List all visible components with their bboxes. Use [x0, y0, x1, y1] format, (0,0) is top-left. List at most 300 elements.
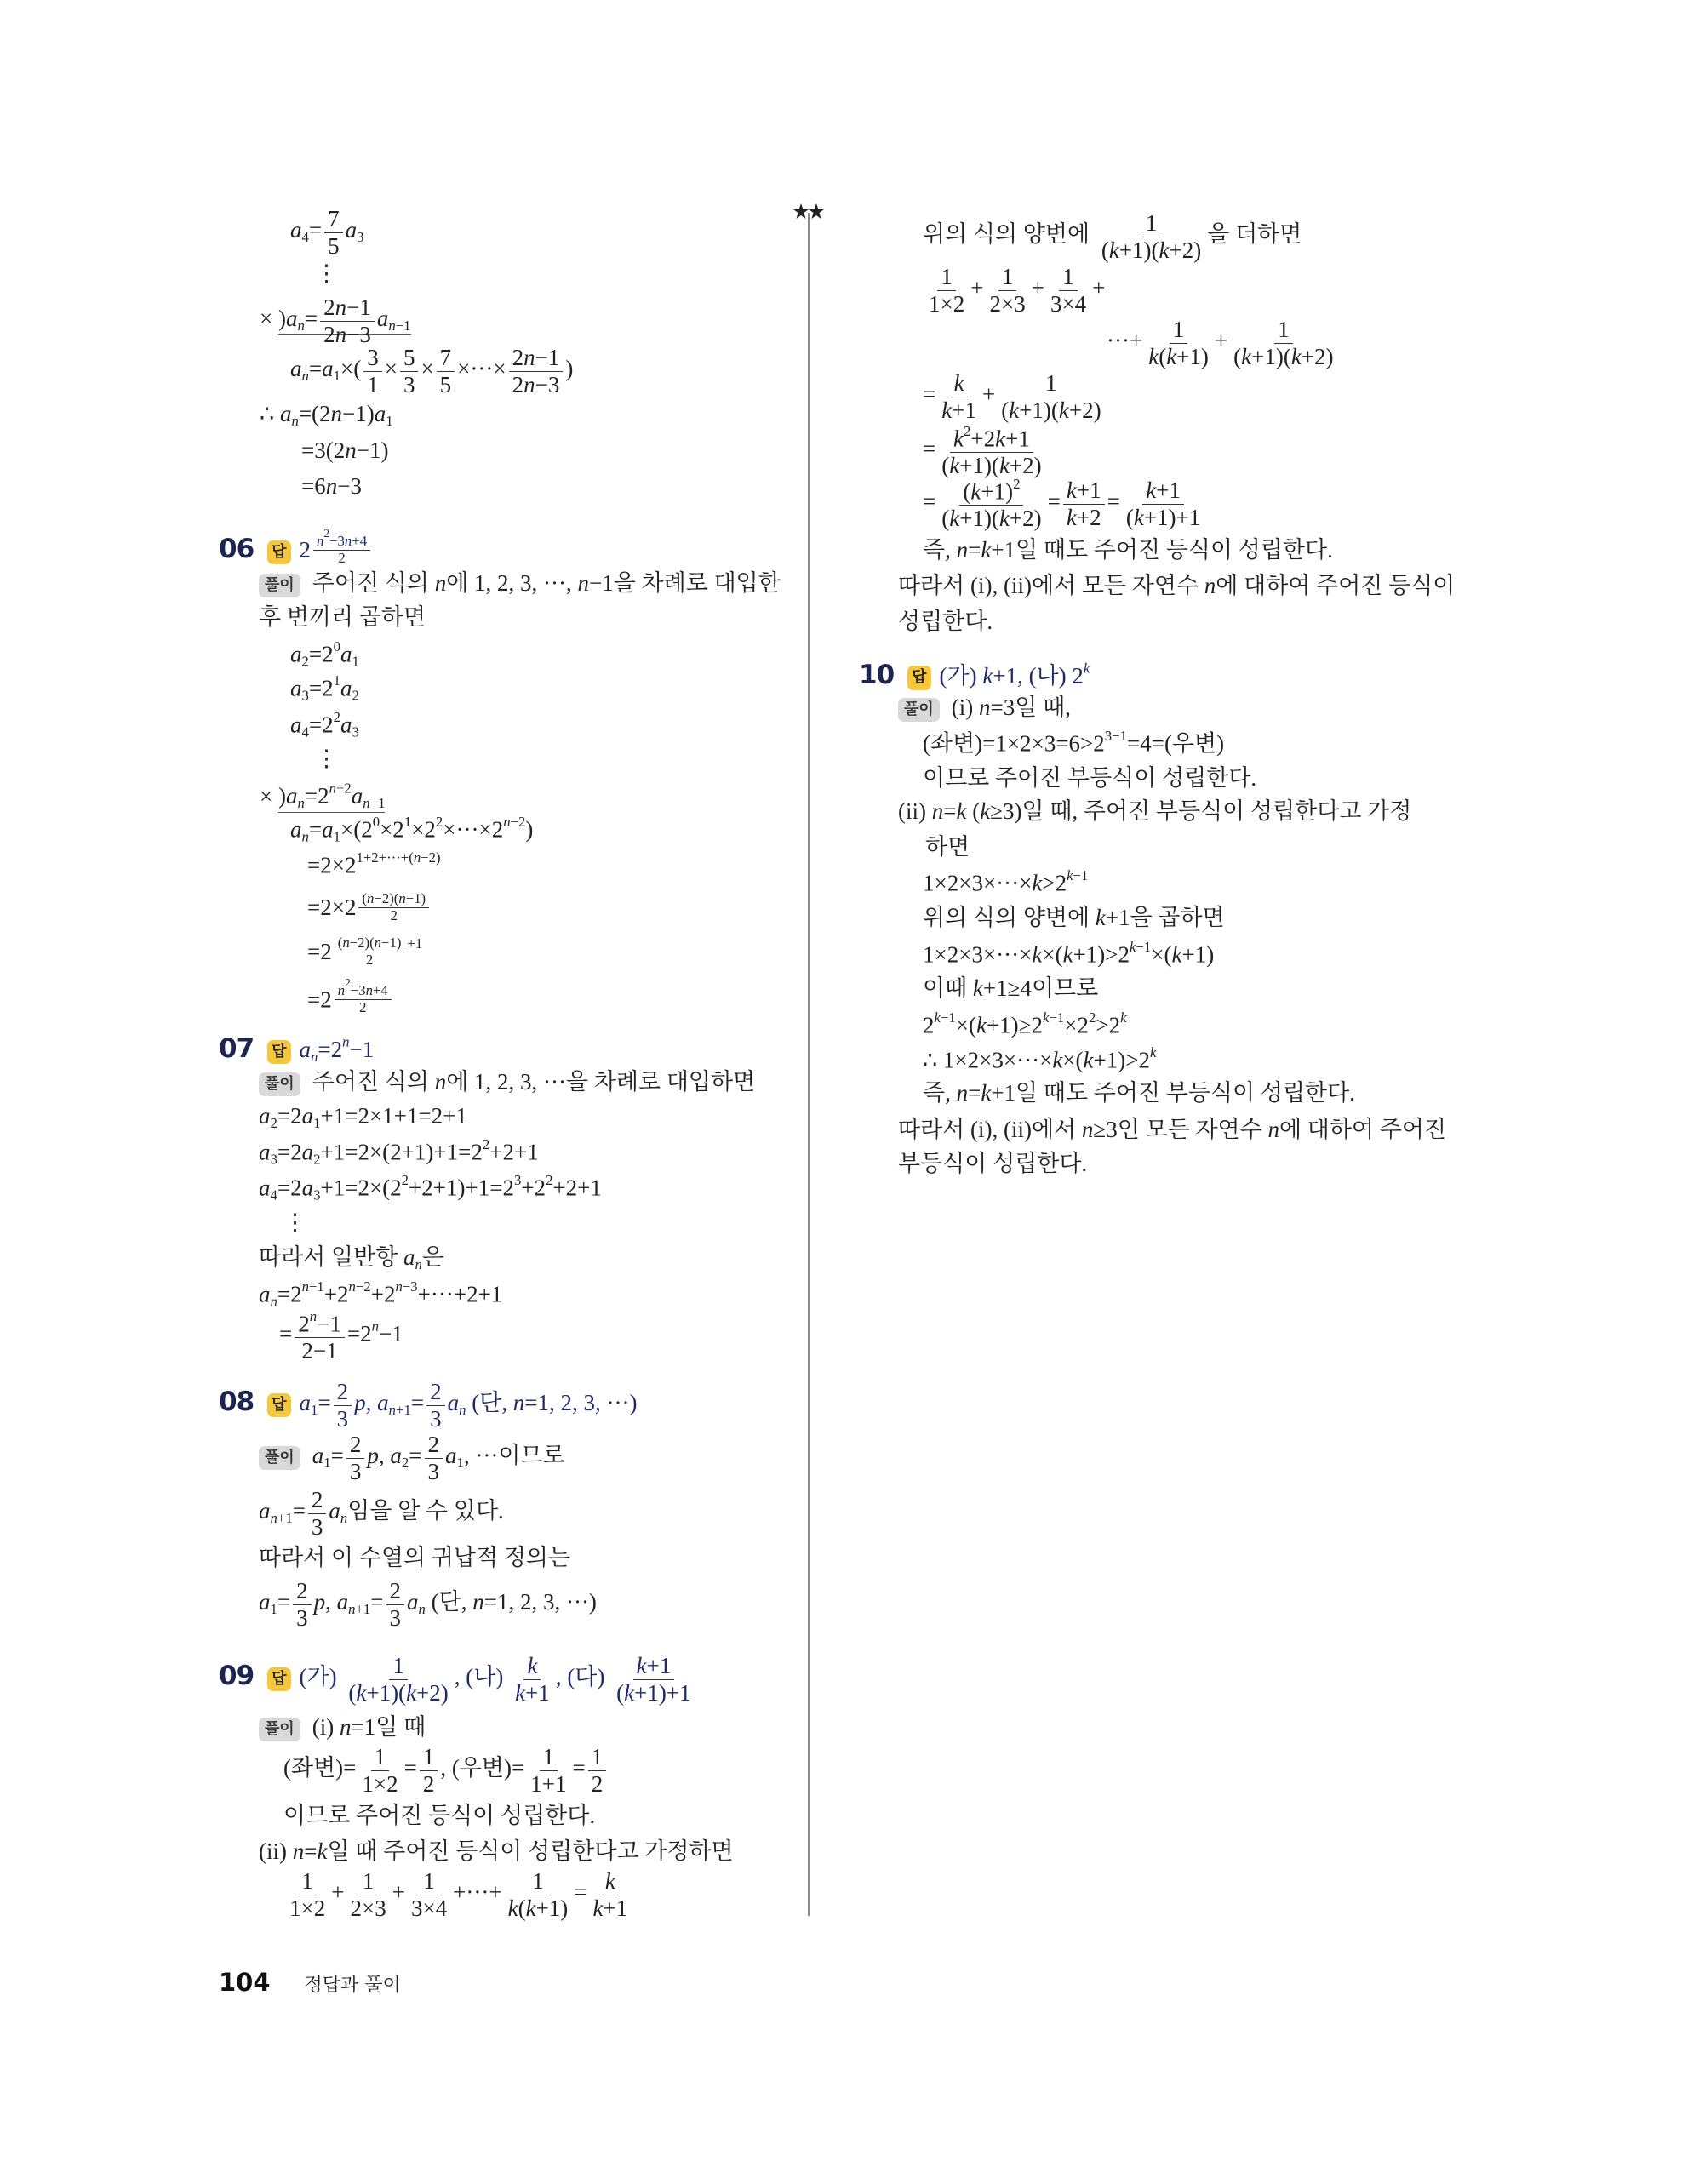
math-text: +1	[407, 935, 423, 952]
math-variable: n	[1081, 1117, 1094, 1143]
math-text: 일 때 주어진 등식이 성립한다고 가정하면	[327, 1838, 734, 1865]
fraction	[324, 206, 343, 258]
math-text: 4	[301, 229, 309, 246]
math-variable: n	[523, 371, 535, 397]
math-text: 3	[389, 1604, 402, 1631]
fraction-denominator	[1098, 237, 1204, 263]
fraction-numerator	[509, 345, 564, 371]
math-text: =2×2	[307, 852, 357, 878]
math-text: =2	[307, 986, 332, 1012]
fraction-numerator	[588, 1744, 607, 1770]
fraction-denominator	[590, 1895, 632, 1921]
math-text: 1	[1045, 370, 1057, 397]
math-text: +2)	[1068, 397, 1101, 423]
math-variable: n	[348, 1278, 356, 1295]
math-text: −1	[308, 1278, 324, 1295]
math-text: 2	[923, 1012, 935, 1038]
math-text: +2+1	[552, 1175, 602, 1201]
fraction-denominator	[324, 233, 343, 259]
math-text: −3	[350, 981, 366, 998]
fraction-denominator	[1123, 505, 1204, 530]
answer	[299, 1033, 375, 1066]
math-expression	[259, 1278, 502, 1311]
math-text: 2	[546, 1171, 553, 1188]
math-variable: a	[340, 712, 352, 738]
fraction-denominator	[386, 1605, 405, 1631]
math-variable: a	[299, 1037, 312, 1063]
math-text: =2	[277, 1103, 302, 1129]
fraction-denominator	[437, 372, 455, 397]
math-text: 2	[311, 1487, 323, 1513]
math-variable: n	[317, 532, 324, 549]
math-text: =2	[304, 783, 329, 809]
math-text: +1)+1	[634, 1679, 691, 1706]
math-variable: k	[981, 1080, 992, 1106]
fraction	[590, 1868, 632, 1920]
math-variable: k	[636, 1653, 647, 1679]
math-expression	[923, 264, 1105, 316]
math-variable: a	[407, 1589, 419, 1615]
math-text: 1	[323, 1455, 331, 1472]
math-expression	[290, 709, 359, 741]
fraction	[512, 1653, 553, 1705]
math-text: 3	[311, 1513, 323, 1540]
math-variable: n	[1204, 573, 1216, 599]
fraction-denominator	[400, 372, 419, 397]
math-variable: k	[1241, 343, 1252, 369]
fraction	[293, 1578, 312, 1630]
math-text: =	[923, 436, 936, 462]
math-text: +1)+1	[1143, 504, 1201, 530]
math-text: 2	[427, 1432, 439, 1458]
fraction-denominator	[509, 372, 564, 397]
math-variable: n	[503, 813, 511, 830]
math-variable: n	[297, 795, 305, 812]
math-variable: a	[336, 1589, 349, 1615]
solution-tag: 풀이	[898, 698, 940, 723]
fraction-numerator	[308, 1487, 327, 1513]
fraction	[308, 1487, 327, 1539]
math-variable: k	[624, 1679, 635, 1706]
subscript	[271, 1601, 277, 1617]
math-text: −1)	[405, 889, 426, 906]
math-text: +1≥4이므로	[982, 975, 1099, 1002]
math-text: 3	[301, 687, 309, 704]
math-variable: n	[388, 317, 396, 334]
math-text: =	[277, 1589, 291, 1615]
fraction-numerator	[359, 1868, 378, 1895]
math-variable: k	[1290, 343, 1302, 369]
math-text: 2	[389, 1578, 402, 1604]
math-text: +1)	[981, 478, 1014, 505]
math-text: 1	[1145, 210, 1158, 237]
math-variable: k	[1159, 237, 1170, 263]
math-text: 4	[301, 723, 309, 740]
math-text: −2	[510, 813, 526, 830]
math-text: −1	[940, 1009, 956, 1026]
underlined-expression	[277, 294, 411, 347]
subscript	[357, 229, 363, 245]
fraction-numerator	[1042, 370, 1061, 397]
math-text: 2	[313, 1151, 321, 1168]
math-variable: n	[340, 1510, 348, 1527]
math-variable: n	[523, 345, 535, 371]
math-variable: n	[979, 695, 991, 721]
math-variable: n	[335, 321, 347, 347]
superscript	[1120, 1009, 1126, 1026]
subscript	[271, 1115, 277, 1131]
math-text: ×(	[955, 1012, 976, 1038]
math-text: ⋮	[315, 746, 338, 772]
math-text: +···+2+1	[417, 1281, 503, 1307]
math-text: 위의 식의 양변에	[923, 905, 1096, 931]
math-variable: k	[1009, 397, 1020, 423]
math-text: 1	[301, 1868, 313, 1895]
fraction	[358, 891, 429, 923]
math-variable: n	[395, 1278, 403, 1295]
math-expression	[923, 1009, 1127, 1040]
math-text: 5	[439, 371, 452, 397]
math-text: +2+1)+1=2	[409, 1175, 514, 1201]
math-text: +	[1031, 275, 1044, 301]
superscript	[1067, 867, 1088, 883]
math-variable: n	[297, 317, 305, 334]
math-text: 1	[270, 1601, 277, 1618]
math-text: =3(2	[301, 437, 346, 464]
math-variable: n	[311, 1049, 318, 1066]
question-number: 06	[219, 534, 255, 564]
fraction-numerator	[523, 1653, 541, 1679]
math-text: (단,	[425, 1589, 473, 1615]
subscript	[334, 828, 340, 844]
math-text: 3	[427, 1458, 439, 1484]
math-text: 2	[422, 1770, 435, 1797]
math-text: 2	[349, 1432, 362, 1458]
fraction-denominator	[512, 1680, 553, 1706]
math-variable: k	[1066, 504, 1077, 530]
math-text: 1	[423, 1868, 435, 1895]
math-text: 2	[338, 549, 346, 566]
math-text: 2	[336, 1379, 349, 1405]
math-text: ⋮	[315, 260, 338, 287]
fraction-numerator	[389, 1653, 408, 1679]
math-text: (	[1125, 504, 1134, 530]
fraction-numerator	[529, 1868, 547, 1895]
math-text: =	[923, 381, 936, 408]
math-text: 7	[439, 345, 452, 371]
subscript	[302, 723, 309, 740]
fraction-denominator	[986, 291, 1028, 317]
math-text: 1	[1278, 317, 1290, 343]
math-variable: n	[388, 1402, 397, 1419]
math-text: 1	[311, 1402, 318, 1419]
math-text: =	[923, 489, 936, 515]
fraction-denominator	[363, 372, 382, 397]
math-expression	[307, 935, 422, 968]
math-text: −2	[335, 780, 352, 797]
math-variable: k	[998, 505, 1010, 531]
math-text: =2	[277, 1139, 302, 1165]
math-text: +2	[323, 1281, 349, 1307]
math-text: 3	[336, 1405, 349, 1432]
underlined-expression	[277, 780, 386, 813]
math-variable: a	[345, 217, 358, 243]
math-text: =	[370, 1589, 384, 1615]
math-variable: k	[953, 426, 964, 452]
math-expression	[898, 1150, 1087, 1179]
math-text: +1=2×1+1=2+1	[320, 1103, 467, 1129]
math-text: 1×2×3×···×	[923, 870, 1033, 896]
math-expression	[259, 1102, 467, 1133]
question-number: 10	[859, 659, 895, 690]
math-variable: a	[390, 1443, 402, 1469]
superscript	[334, 709, 340, 725]
math-variable: k	[604, 1868, 615, 1895]
math-text: −3	[402, 1278, 418, 1295]
math-text: +1)(	[1118, 237, 1159, 263]
math-text: =2	[308, 675, 334, 701]
fraction	[346, 1868, 389, 1920]
math-text: 2	[430, 1379, 442, 1405]
math-expression	[312, 1714, 426, 1740]
fraction	[334, 1379, 352, 1431]
subscript	[291, 413, 298, 429]
math-variable: k	[949, 452, 960, 478]
fraction-denominator	[1145, 344, 1212, 369]
math-text: 2	[345, 975, 351, 989]
math-text: (	[518, 1895, 526, 1921]
math-text: (	[966, 798, 981, 825]
fraction	[346, 1432, 365, 1484]
math-variable: n	[956, 537, 969, 563]
math-text: 1	[1001, 264, 1014, 290]
fraction-denominator	[1047, 291, 1090, 317]
math-text: (좌변)=	[283, 1755, 357, 1781]
math-text: 이므로 주어진 부등식이 성립한다.	[923, 765, 1257, 792]
fraction-numerator	[371, 1744, 390, 1770]
subscript	[352, 687, 358, 703]
math-variable: n	[292, 1838, 305, 1865]
math-text: 후 변끼리 곱하면	[259, 604, 426, 631]
fraction	[400, 345, 419, 397]
fraction-numerator	[358, 891, 429, 908]
math-variable: a	[285, 783, 298, 809]
math-expression	[259, 1487, 504, 1539]
math-text: 2−1	[301, 1337, 338, 1364]
math-text: (	[1233, 343, 1242, 369]
math-text: 1	[386, 413, 393, 430]
math-text: =	[410, 1390, 425, 1416]
math-expression	[312, 1069, 755, 1095]
math-expression	[898, 608, 993, 637]
math-text: 은	[421, 1244, 444, 1271]
math-text: ,	[378, 1443, 391, 1469]
math-text: 1	[333, 672, 340, 689]
superscript	[311, 526, 373, 566]
subscript	[352, 723, 358, 740]
math-variable: n	[459, 1402, 466, 1419]
fraction-numerator	[426, 1379, 445, 1405]
fraction-denominator	[356, 1000, 369, 1016]
fraction-numerator	[1059, 264, 1078, 290]
answer-tag: 답	[267, 1667, 290, 1692]
math-variable: n	[301, 368, 309, 385]
fraction	[295, 1309, 345, 1364]
math-text: )	[277, 783, 286, 809]
math-text: 1	[367, 371, 379, 397]
math-text: , (나)	[454, 1664, 510, 1690]
solution-tag: 풀이	[259, 1446, 300, 1471]
math-expression	[923, 424, 1048, 478]
math-expression	[290, 814, 533, 846]
fraction-numerator	[540, 1744, 558, 1770]
math-text: 성립한다.	[898, 609, 993, 635]
math-text: +1	[1076, 477, 1101, 504]
math-variable: a	[290, 675, 302, 701]
math-expression	[923, 764, 1256, 793]
fraction	[986, 264, 1028, 316]
answer	[939, 660, 1090, 689]
superscript	[356, 889, 432, 923]
fraction	[527, 1744, 569, 1796]
math-text: 3	[349, 1458, 362, 1484]
math-text: >2	[1042, 870, 1067, 896]
math-variable: a	[299, 1390, 312, 1416]
fraction-numerator	[295, 1309, 345, 1338]
math-text: (	[1101, 237, 1109, 263]
math-variable: k	[1148, 343, 1159, 369]
math-text: +	[392, 1879, 405, 1906]
math-text: =	[330, 1443, 344, 1469]
fraction	[420, 1744, 438, 1796]
math-variable: k	[956, 798, 967, 825]
math-text: −3	[329, 532, 345, 549]
subscript	[297, 317, 304, 334]
math-text: 주어진 식의	[312, 1069, 435, 1095]
math-text: 2	[1013, 476, 1021, 492]
math-expression	[290, 672, 359, 705]
math-variable: n	[270, 1293, 277, 1310]
math-text: 에 대하여 주어진 등식이	[1216, 573, 1456, 599]
answer	[299, 526, 374, 566]
subscript	[302, 229, 309, 245]
math-expression	[923, 904, 1225, 933]
fraction	[938, 370, 980, 422]
fraction-denominator	[286, 1895, 329, 1921]
solution-tag: 풀이	[259, 1718, 300, 1742]
math-variable: k	[1120, 1009, 1127, 1026]
fraction-numerator	[437, 345, 455, 371]
math-text: =1, 2, 3, ···)	[483, 1589, 597, 1615]
math-text: 0	[372, 813, 380, 830]
math-text: 3	[403, 371, 415, 397]
subscript	[271, 1293, 277, 1309]
math-text: −2	[355, 1278, 371, 1295]
math-text: −1	[346, 294, 371, 321]
math-text: 3×4	[1050, 290, 1087, 317]
math-expression	[315, 260, 338, 289]
math-text: −1)	[381, 934, 402, 951]
math-text: 2	[333, 708, 340, 725]
math-variable: a	[376, 306, 389, 332]
math-expression	[259, 1544, 570, 1573]
math-variable: n	[1267, 1117, 1279, 1143]
math-variable: n	[512, 1390, 525, 1416]
math-text: =2	[277, 1175, 302, 1201]
fraction-denominator	[335, 551, 348, 567]
subscript	[352, 653, 358, 669]
math-text: +1)	[1181, 941, 1215, 968]
math-text: −1	[1073, 866, 1089, 883]
math-text: 이때	[923, 975, 973, 1002]
math-variable: n	[434, 1069, 447, 1095]
math-text: +2)	[1009, 452, 1042, 478]
math-text: (	[963, 478, 971, 505]
math-text: ×···×2	[443, 816, 504, 843]
math-text: =	[943, 798, 957, 825]
math-text: =	[279, 1321, 293, 1347]
math-variable: a	[340, 675, 352, 701]
math-variable: k	[356, 1679, 367, 1706]
stars-ornament-icon	[793, 203, 824, 221]
answer-tag: 답	[267, 1393, 290, 1418]
math-expression	[283, 1802, 595, 1831]
fraction-denominator	[293, 1605, 312, 1631]
fraction-numerator	[998, 264, 1017, 290]
fraction-denominator	[425, 1459, 443, 1484]
subscript	[388, 317, 410, 334]
fraction-denominator	[363, 952, 376, 969]
subscript	[363, 795, 385, 811]
math-text: 1+2+···+(	[356, 849, 414, 866]
math-text: ≥3)일 때, 주어진 부등식이 성립한다고 가정	[990, 798, 1412, 825]
math-text: =	[968, 1080, 981, 1106]
math-text: 이므로 주어진 등식이 성립한다.	[283, 1803, 596, 1829]
math-text: 2	[299, 537, 312, 563]
math-variable: k	[1171, 941, 1182, 968]
math-variable: n	[342, 934, 350, 951]
math-variable: n	[301, 1278, 309, 1295]
math-variable: k	[975, 1012, 987, 1038]
fraction-denominator	[1230, 344, 1336, 369]
math-variable: n	[337, 981, 346, 998]
solution-tag: 풀이	[259, 574, 300, 598]
math-variable: p	[313, 1589, 326, 1615]
math-text: =1일 때	[351, 1714, 426, 1741]
math-text: 1	[422, 1744, 435, 1770]
math-text: +1	[525, 1679, 550, 1706]
math-expression	[923, 477, 1206, 531]
math-variable: n	[434, 570, 447, 597]
subscript	[415, 1256, 422, 1272]
math-text: +1	[1005, 426, 1030, 452]
fraction-numerator	[293, 1578, 312, 1604]
math-expression	[923, 536, 1333, 565]
math-variable: a	[340, 641, 352, 667]
subscript	[271, 1186, 277, 1203]
fraction	[588, 1744, 607, 1796]
fraction	[938, 477, 1044, 531]
math-variable: a	[447, 1390, 460, 1416]
math-text: 3−1	[1104, 727, 1127, 744]
math-text: (좌변)=1×2×3=6>2	[923, 730, 1105, 757]
math-text: =	[1107, 489, 1120, 515]
math-text: (	[1001, 397, 1010, 423]
math-text: 2	[323, 294, 335, 321]
fraction-numerator	[1274, 317, 1293, 343]
math-text: 주어진 식의	[312, 570, 435, 597]
superscript	[1013, 476, 1020, 492]
